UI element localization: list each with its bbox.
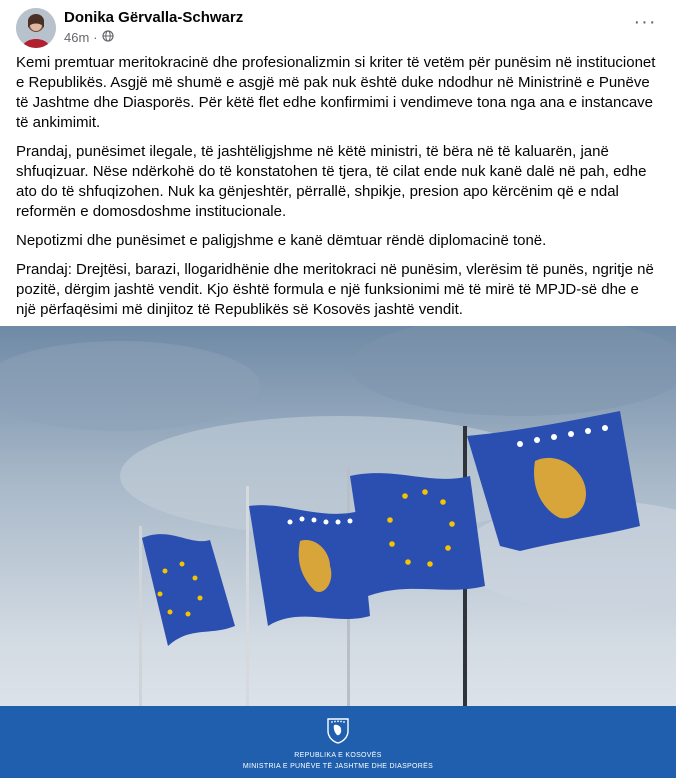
ministry-footer-band [0, 706, 676, 778]
footer-ministry-text: MINISTRIA E PUNËVE TË JASHTME DHE DIASPORËS [242, 763, 434, 770]
post-time[interactable]: 46m [64, 30, 90, 45]
post-text [16, 53, 656, 329]
post-header [0, 0, 676, 50]
footer-republic-text: REPUBLIKA E KOSOVËS [294, 752, 382, 759]
post-paragraph: Prandaj, punësimet ilegale, të jashtëligjshme në këtë ministri, të bëra në të kaluarën, janë shfuqizuar. Nëse ndërkohë do të konstatohen të tjera, të cilat ende nuk kanë dalë në pah, edhe ato do të shfuqizohen. Nuk ka gënjeshtër, përrallë, shpikje, presion apo kërcënim që e ndal reformën e domosdoshme institucionale. [16, 143, 647, 220]
globe-icon [102, 30, 114, 45]
eu-flag [350, 473, 485, 596]
post-paragraph: Nepotizmi dhe punësimet e paligjshme e kanë dëmtuar rëndë diplomacinë tonë. [16, 232, 547, 249]
author-avatar[interactable] [16, 8, 56, 48]
meta-separator: · [93, 30, 98, 45]
more-options-button[interactable] [630, 11, 660, 36]
post-paragraph: Prandaj: Drejtësi, barazi, llogaridhënie dhe meritokraci në punësim, vlerësim të punës, ngritje në pozitë, dërgim jashtë vendit. Kjo është formula e një funksionimi më të mirë të MPJD-së dhe e një përfaqësimi më dinjitoz të Republikës së Kosovës jashtë vendit. [16, 261, 654, 318]
post-meta [64, 30, 114, 45]
author-name[interactable]: Donika Gërvalla-Schwarz [64, 9, 244, 26]
kosovo-emblem-icon [324, 716, 352, 744]
post-image[interactable] [0, 326, 676, 778]
ellipsis-icon: ··· [633, 11, 657, 33]
post-paragraph: Kemi premtuar meritokracinë dhe profesionalizmin si kriter të vetëm për punësim në institucionet e Republikës. Asgjë më shumë e asgjë më pak nuk është duke ndodhur në Ministrinë e Punëve të Jashtme dhe Diasporës. Për këtë flet edhe konfirmimi i vendimeve tona nga ana e instancave të ankimimit. [16, 54, 656, 131]
